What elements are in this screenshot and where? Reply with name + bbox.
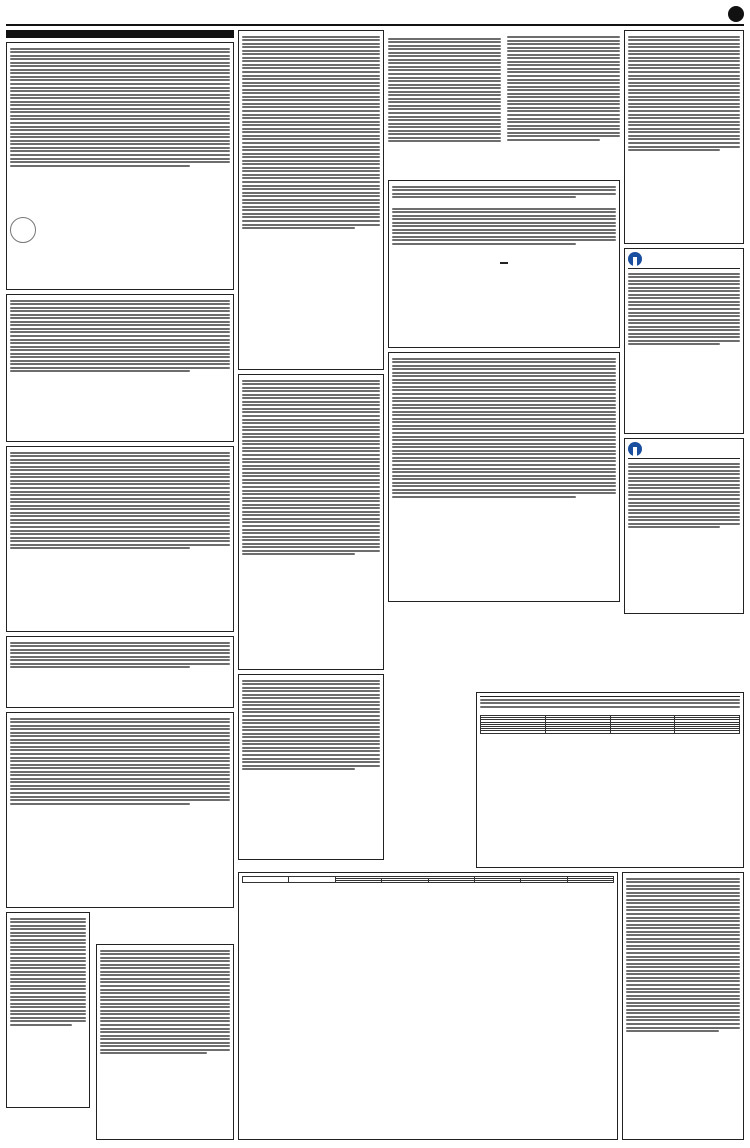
civil-notice-signature bbox=[10, 217, 230, 246]
column-center bbox=[388, 30, 620, 630]
public-notice-bottom-left bbox=[6, 912, 90, 1108]
table-cell bbox=[675, 731, 740, 733]
audit-status bbox=[567, 881, 613, 883]
banner bbox=[6, 30, 234, 38]
public-notice-1 bbox=[6, 294, 234, 442]
column-right bbox=[624, 30, 744, 630]
public-notice-2 bbox=[6, 446, 234, 632]
table-cell bbox=[545, 731, 610, 733]
solapur-story bbox=[388, 36, 620, 176]
audit-status bbox=[335, 881, 381, 883]
col-particulars bbox=[289, 877, 335, 883]
hinduja-notice bbox=[476, 692, 744, 868]
thinkink-results bbox=[238, 872, 618, 1140]
col-sr bbox=[243, 877, 289, 883]
audit-status bbox=[474, 881, 520, 883]
court-seal-icon bbox=[10, 217, 36, 243]
e-auction-notice bbox=[622, 872, 744, 1140]
thinkink-table bbox=[242, 876, 614, 883]
audit-status bbox=[428, 881, 474, 883]
public-notice-3 bbox=[6, 636, 234, 708]
notice-mid bbox=[238, 374, 384, 670]
page-number bbox=[728, 6, 744, 22]
public-notice-mr bbox=[388, 352, 620, 602]
court-notice-hubballi bbox=[388, 180, 620, 348]
audit-status bbox=[382, 881, 428, 883]
column-left-middle bbox=[238, 30, 384, 870]
sbi-notice-1 bbox=[624, 248, 744, 434]
court-seal-badge bbox=[500, 262, 508, 264]
sarfaesi-notice bbox=[238, 674, 384, 860]
audit-status bbox=[521, 881, 567, 883]
table-cell bbox=[481, 731, 546, 733]
hitkari-notice bbox=[6, 712, 234, 908]
form-26-notice bbox=[238, 30, 384, 370]
sbi-notice-2 bbox=[624, 438, 744, 614]
sbi2-header bbox=[628, 442, 740, 459]
hinduja-table bbox=[480, 715, 740, 734]
masthead bbox=[6, 4, 744, 26]
notice-mid-2 bbox=[96, 944, 234, 1140]
right-notice-1 bbox=[624, 30, 744, 244]
newspaper-page bbox=[6, 4, 744, 1144]
sbi1-header bbox=[628, 252, 740, 269]
civil-notice-body bbox=[10, 46, 230, 214]
civil-court-notice bbox=[6, 42, 234, 290]
sbi-logo-icon bbox=[628, 442, 642, 456]
table-cell bbox=[610, 731, 675, 733]
sbi-logo-icon bbox=[628, 252, 642, 266]
table-row bbox=[481, 731, 740, 733]
